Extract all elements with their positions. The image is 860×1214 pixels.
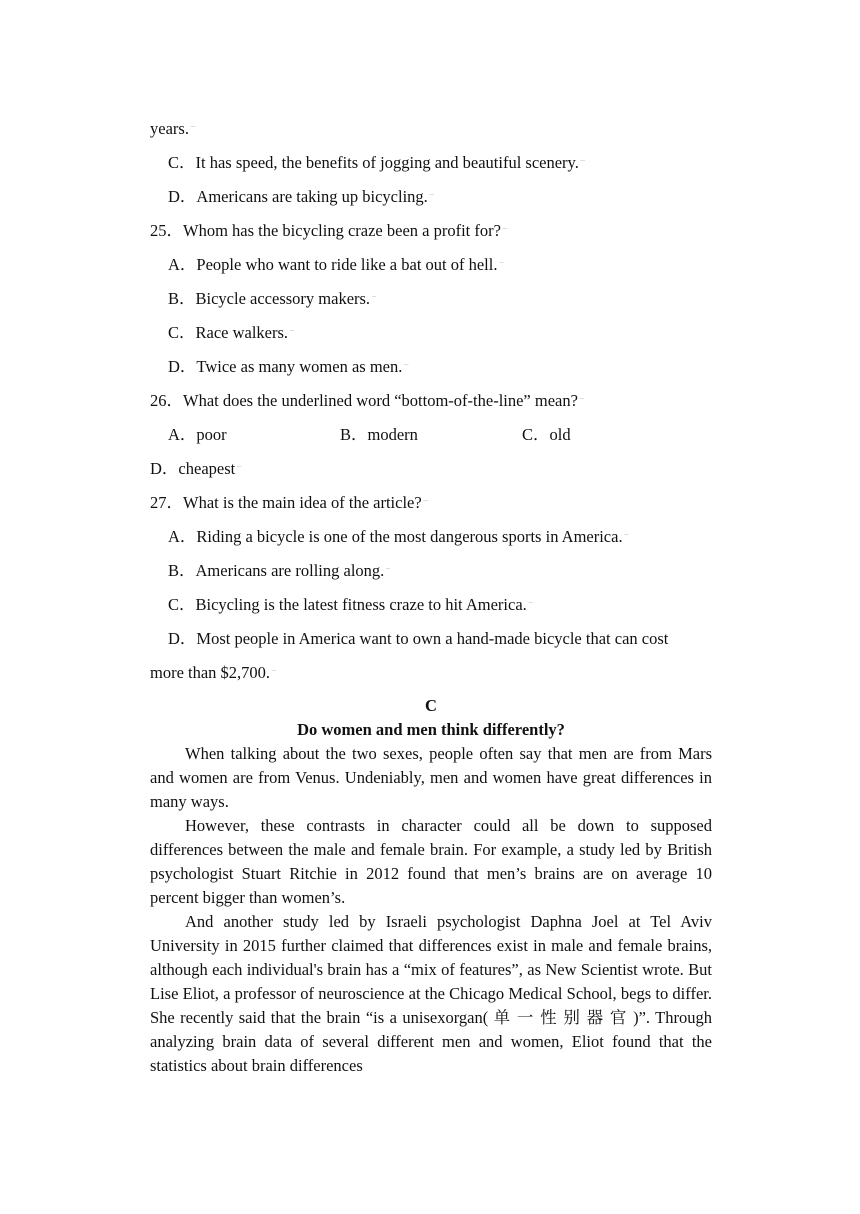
- question-26: 26．What does the underlined word “bottom-of-the-line” mean?⁻: [150, 391, 585, 410]
- text-line: years.⁻: [150, 119, 196, 138]
- option-26-d: D．cheapest⁻: [150, 459, 243, 478]
- option-27-a: A．Riding a bicycle is one of the most dangerous sports in America.⁻: [168, 527, 630, 546]
- option-27-d-cont: more than $2,700.⁻: [150, 663, 277, 682]
- option-26-b: B．modern: [340, 425, 418, 444]
- option-26-a: A．poor: [168, 425, 227, 444]
- option-25-a: A．People who want to ride like a bat out of hell.⁻: [168, 255, 505, 274]
- options-26-row: [150, 418, 712, 452]
- option-24-d: D．Americans are taking up bicycling.⁻: [168, 187, 435, 206]
- document-page: [150, 112, 712, 1078]
- option-27-d: D．Most people in America want to own a hand-made bicycle that can cost: [168, 629, 669, 648]
- question-25: 25．Whom has the bicycling craze been a profit for?⁻: [150, 221, 508, 240]
- option-27-c: C．Bicycling is the latest fitness craze to hit America.⁻: [168, 595, 534, 614]
- paragraph-2: However, these contrasts in character could all be down to supposed differences between the male and female brain. For example, a study led by British psychologist Stuart Ritchie in 2012 found that men’s brains are on average 10 percent bigger than women’s.: [150, 816, 712, 907]
- option-25-b: B．Bicycle accessory makers.⁻: [168, 289, 377, 308]
- section-letter: C: [425, 696, 437, 715]
- option-26-c: C．old: [522, 425, 571, 444]
- option-25-d: D．Twice as many women as men.⁻: [168, 357, 410, 376]
- paragraph-3: And another study led by Israeli psychologist Daphna Joel at Tel Aviv University in 2015 further claimed that differences exist in male and female brains, although each individual's brain has a “mix of features”, as New Scientist wrote. But Lise Eliot, a professor of neuroscience at the Chicago Medical School, begs to differ. She recently said that the brain “is a unisexorgan( 单 一 性 别 器 官 )”. Through analyzing brain data of several different men and women, Eliot found that the statistics about brain differences: [150, 912, 712, 1075]
- option-25-c: C．Race walkers.⁻: [168, 323, 295, 342]
- question-27: 27．What is the main idea of the article?⁻: [150, 493, 429, 512]
- option-24-c: C．It has speed, the benefits of jogging and beautiful scenery.⁻: [168, 153, 586, 172]
- option-27-b: B．Americans are rolling along.⁻: [168, 561, 392, 580]
- paragraph-1: When talking about the two sexes, people often say that men are from Mars and women are from Venus. Undeniably, men and women have great differences in many ways.: [150, 744, 712, 811]
- section-title: Do women and men think differently?: [297, 720, 565, 739]
